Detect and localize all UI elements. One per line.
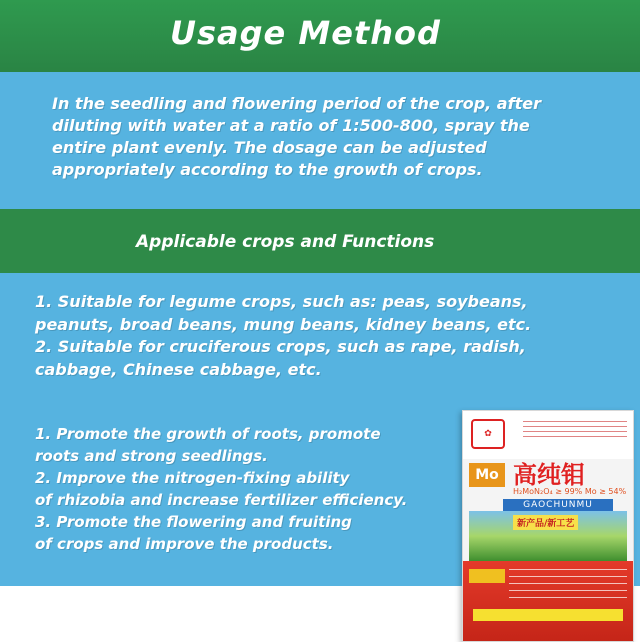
weight-badge (469, 569, 505, 583)
crops-line: 2. Suitable for cruciferous crops, such as rape, radish, (35, 337, 526, 356)
function-line: roots and strong seedlings. (35, 447, 268, 465)
company-strip (473, 609, 623, 621)
product-name: 高纯钼 (513, 461, 585, 489)
function-line: of rhizobia and increase fertilizer efficiency. (35, 491, 408, 509)
usage-line: appropriately according to the growth of crops. (52, 160, 483, 179)
crops-line: cabbage, Chinese cabbage, etc. (35, 359, 322, 379)
brand-logo: ✿ (471, 419, 505, 449)
header-banner (0, 0, 640, 72)
section-title: Applicable crops and Functions (136, 232, 435, 252)
crops-line: peanuts, broad beans, mung beans, kidney beans, etc. (35, 314, 532, 334)
product-brand: GAOCHUNMU (503, 499, 613, 511)
usage-line: entire plant evenly. The dosage can be adjusted (52, 138, 487, 157)
function-line: 3. Promote the flowering and fruiting (35, 513, 352, 531)
new-product-tag: 新产品/新工艺 (513, 515, 578, 530)
package-fine-print (523, 421, 627, 441)
function-line: of crops and improve the products. (35, 535, 334, 553)
package-description-lines (509, 569, 627, 599)
function-line: 1. Promote the growth of roots, promote (35, 425, 381, 443)
usage-line: In the seedling and flowering period of the crop, after (52, 94, 541, 113)
crops-header-banner (0, 209, 640, 273)
page-title: Usage Method (170, 14, 441, 52)
usage-line: diluting with water at a ratio of 1:500-800, spray the (52, 116, 530, 135)
mo-badge: Mo (469, 463, 505, 487)
crops-text (35, 291, 635, 381)
function-line: 2. Improve the nitrogen-fixing ability (35, 469, 350, 487)
usage-text (52, 93, 612, 181)
product-formula: H₂MoN₂O₄ ≥ 99% Mo ≥ 54% (513, 487, 627, 496)
product-package-image (462, 410, 634, 642)
functions-text (35, 423, 455, 555)
crops-line: 1. Suitable for legume crops, such as: peas, soybeans, (35, 292, 528, 311)
